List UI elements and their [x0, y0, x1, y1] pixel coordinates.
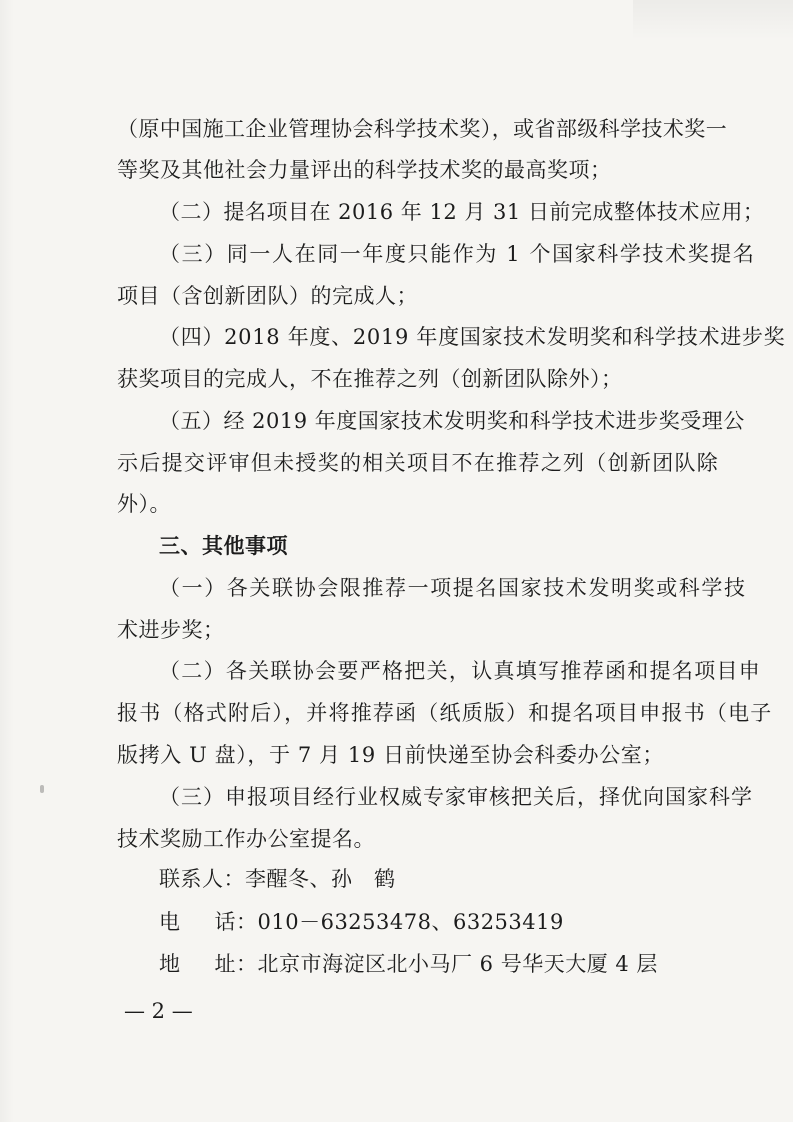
- address-value: 北京市海淀区北小马厂 6 号华天大厦 4 层: [257, 952, 658, 976]
- scan-shadow: [633, 0, 793, 40]
- text-line-9: 示后提交评审但未授奖的相关项目不在推荐之列（创新团队除: [117, 451, 720, 475]
- text-line-4: （三）同一人在同一年度只能作为 1 个国家科学技术奖提名: [159, 242, 756, 266]
- text-line-18: 技术奖励工作办公室提名。: [117, 827, 375, 851]
- text-line-14: （二）各关联协会要严格把关，认真填写推荐函和提名项目申: [159, 659, 762, 683]
- contact-label: 联系人：: [159, 867, 245, 891]
- scan-speck: [40, 785, 44, 793]
- contact-line: [159, 864, 396, 894]
- text-line-12: （一）各关联协会限推荐一项提名国家技术发明奖或科学技: [159, 576, 747, 600]
- phone-label-a: 电: [159, 910, 181, 934]
- phone-line: [159, 907, 564, 937]
- address-line: [159, 949, 658, 979]
- contact-value: 李醒冬、孙 鹤: [245, 867, 396, 891]
- text-line-8: （五）经 2019 年度国家技术发明奖和科学技术进步奖受理公: [159, 409, 745, 433]
- text-line-17: （三）申报项目经行业权威专家审核把关后，择优向国家科学: [159, 785, 753, 809]
- text-line-6: （四）2018 年度、2019 年度国家技术发明奖和科学技术进步奖: [159, 325, 786, 349]
- text-line-1: （原中国施工企业管理协会科学技术奖），或省部级科学技术奖一: [117, 117, 728, 141]
- text-line-7: 获奖项目的完成人，不在推荐之列（创新团队除外）；: [117, 367, 623, 391]
- section-heading: 三、其他事项: [159, 534, 288, 558]
- text-line-3: （二）提名项目在 2016 年 12 月 31 日前完成整体技术应用；: [159, 200, 765, 224]
- address-label-b: 址：: [214, 952, 258, 976]
- text-line-13: 术进步奖；: [117, 618, 225, 642]
- phone-label-b: 话：: [214, 910, 258, 934]
- address-label-a: 地: [159, 952, 181, 976]
- page-number: — 2 —: [124, 999, 193, 1023]
- text-line-16: 版拷入 U 盘），于 7 月 19 日前快递至协会科委办公室；: [117, 743, 664, 767]
- text-line-2: 等奖及其他社会力量评出的科学技术奖的最高奖项；: [117, 158, 612, 182]
- phone-value: 010－63253478、63253419: [257, 910, 564, 934]
- text-line-15: 报书（格式附后），并将推荐函（纸质版）和提名项目申报书（电子: [117, 701, 773, 725]
- text-line-10: 外）。: [117, 492, 171, 516]
- text-line-5: 项目（含创新团队）的完成人；: [117, 284, 418, 308]
